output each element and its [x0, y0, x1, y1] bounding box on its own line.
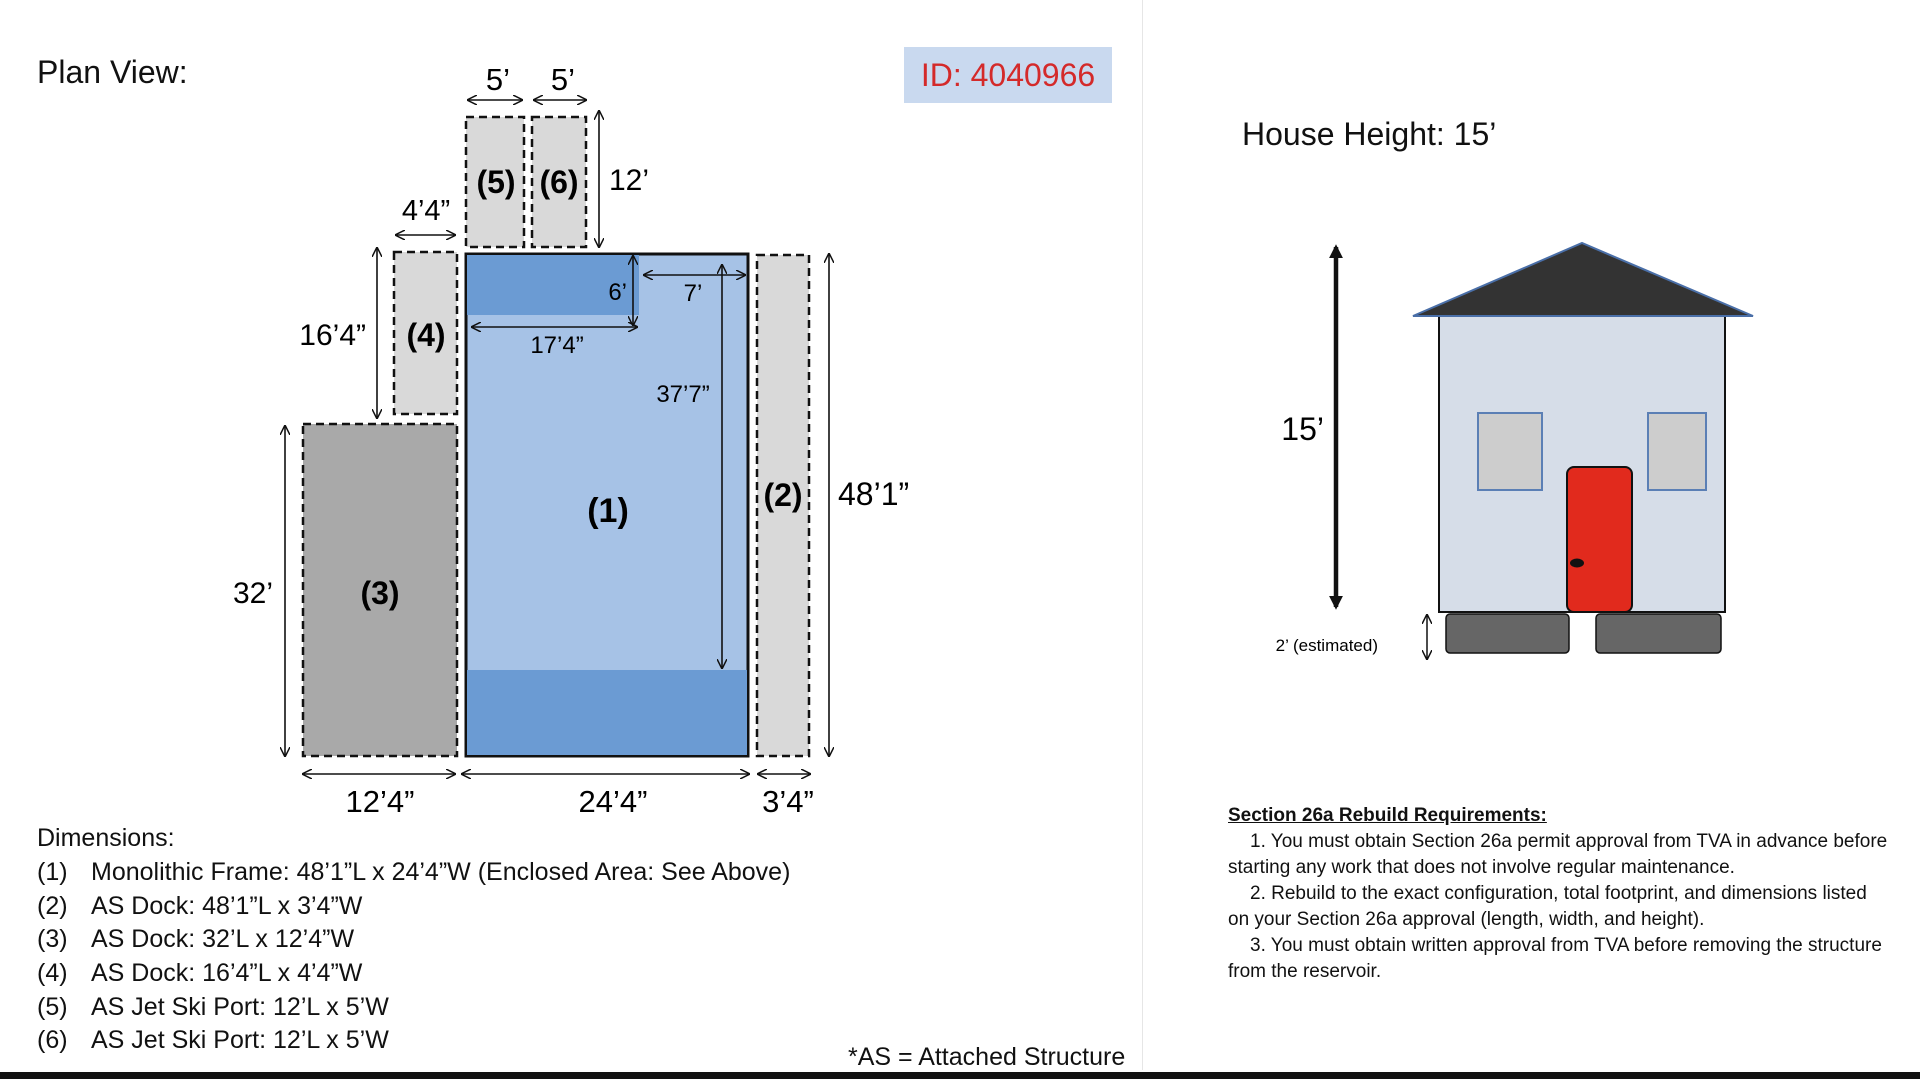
- dimension-item-4: [37, 959, 362, 988]
- dimension-item-number: (4): [37, 959, 68, 987]
- dim-label-enclosed-17-4: 17’4”: [530, 332, 584, 359]
- dimension-item-text: Monolithic Frame: 48’1”L x 24’4”W (Enclosed Area: See Above): [91, 858, 791, 886]
- house-door: [1567, 467, 1632, 612]
- dimension-item-3: [37, 925, 354, 954]
- dim-label-enclosed-37-7: 37’7”: [656, 381, 710, 408]
- house-elevation-diagram: [1150, 220, 1780, 680]
- house-height-title: House Height: 15’: [1242, 116, 1497, 152]
- section-6-label: (6): [539, 164, 579, 200]
- dim-label-bottom-24-4: 24’4”: [578, 784, 648, 819]
- house-footing-left: [1446, 614, 1569, 653]
- plan-view-title: Plan View:: [37, 54, 188, 90]
- dimension-item-1: [37, 858, 790, 887]
- requirement-item-1: 1. You must obtain Section 26a permit approval from TVA in advance before starting any work that does not involve regular maintenance.: [1228, 831, 1888, 878]
- dimension-item-number: (6): [37, 1026, 68, 1054]
- dim-label-bottom-3-4: 3’4”: [762, 784, 814, 819]
- attached-structure-footnote: *AS = Attached Structure: [848, 1043, 1126, 1071]
- section-3-label: (3): [360, 575, 400, 611]
- rebuild-requirements: [1228, 803, 1888, 985]
- house-height-label: 15’: [1281, 411, 1324, 447]
- dimension-item-text: AS Jet Ski Port: 12’L x 5’W: [91, 1026, 389, 1054]
- dim-label-jetski-12: 12’: [609, 164, 650, 197]
- dimension-item-text: AS Jet Ski Port: 12’L x 5’W: [91, 993, 389, 1021]
- house-roof: [1413, 243, 1753, 316]
- house-footing-right: [1596, 614, 1721, 653]
- dimension-item-number: (5): [37, 993, 68, 1021]
- dim-label-dock4-length: 16’4”: [299, 319, 366, 352]
- dimension-item-text: AS Dock: 32’L x 12’4”W: [91, 925, 355, 953]
- id-badge: ID: 4040966: [904, 47, 1112, 103]
- plan-view-diagram: [0, 0, 1140, 820]
- requirement-item-3: 3. You must obtain written approval from TVA before removing the structure from the reservoir.: [1228, 935, 1882, 982]
- house-window-right: [1648, 413, 1706, 490]
- dimension-item-number: (1): [37, 858, 68, 886]
- requirements-title: Section 26a Rebuild Requirements:: [1228, 805, 1547, 826]
- dimension-item-number: (3): [37, 925, 68, 953]
- dimension-item-6: [37, 1026, 389, 1055]
- section-1-enclosed-bottom: [467, 670, 747, 755]
- section-1-label: (1): [587, 492, 629, 530]
- dimension-item-number: (2): [37, 892, 68, 920]
- dim-label-enclosed-6: 6’: [608, 279, 627, 306]
- section-5-label: (5): [476, 164, 516, 200]
- base-height-label: 2’ (estimated): [1275, 636, 1378, 655]
- dim-label-dock4-width: 4’4”: [401, 195, 451, 227]
- house-window-left: [1478, 413, 1542, 490]
- dim-label-top-5a: 5’: [485, 62, 511, 97]
- dimensions-title: Dimensions:: [37, 824, 175, 852]
- dimension-item-text: AS Dock: 48’1”L x 3’4”W: [91, 892, 363, 920]
- dim-label-dock3-length: 32’: [232, 577, 273, 610]
- dimension-item-2: [37, 892, 362, 921]
- page-divider: [1142, 0, 1143, 1070]
- dim-label-top-5b: 5’: [550, 62, 576, 97]
- dim-label-enclosed-7: 7’: [683, 280, 703, 307]
- door-knob-icon: [1570, 559, 1584, 568]
- bottom-border: [0, 1072, 1920, 1079]
- requirement-item-2: 2. Rebuild to the exact configuration, total footprint, and dimensions listed on your Section 26a approval (length, width, and height).: [1228, 883, 1867, 930]
- dim-label-bottom-12-4: 12’4”: [345, 784, 415, 819]
- section-2-label: (2): [763, 477, 803, 513]
- dim-label-total-length: 48’1”: [838, 476, 910, 512]
- dimension-item-text: AS Dock: 16’4”L x 4’4”W: [91, 959, 363, 987]
- section-4-label: (4): [406, 317, 446, 353]
- dimension-item-5: [37, 993, 389, 1022]
